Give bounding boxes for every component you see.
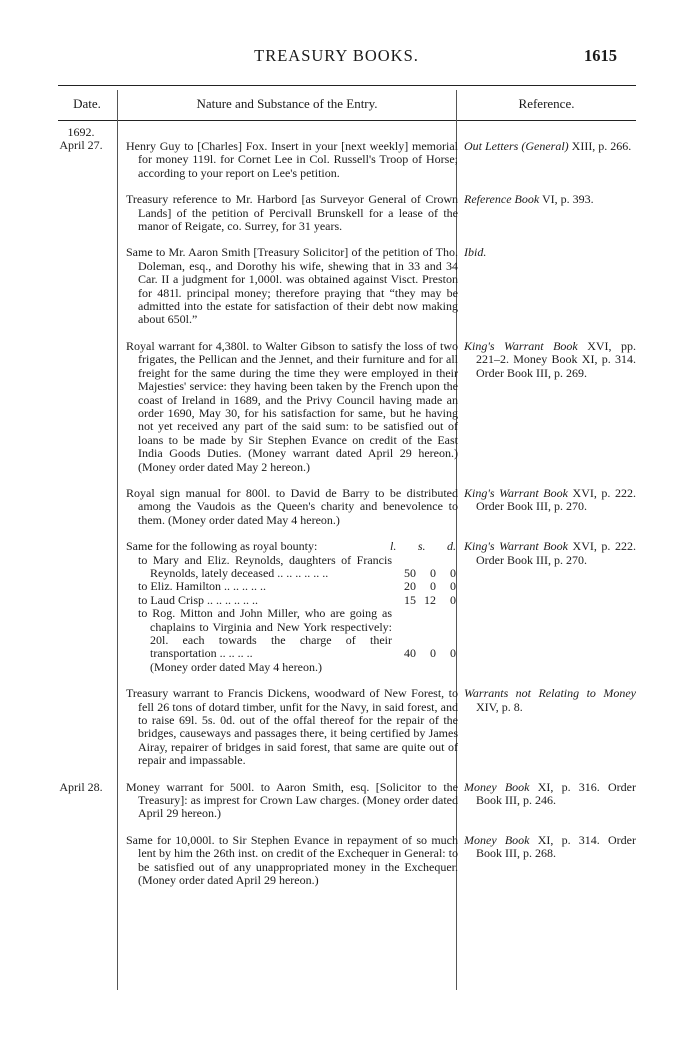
top-rule	[58, 85, 636, 86]
entry-row	[0, 126, 673, 180]
bounty-item: to Mary and Eliz. Reynolds, daughters of Francis Reynolds, lately deceased .. .. .. .. .. .. 50 0 0	[138, 552, 456, 580]
bounty-note: (Money order dated May 4 hereon.)	[150, 659, 322, 674]
entry-row	[0, 834, 673, 888]
entry-reference: Out Letters (General) XIII, p. 266.	[464, 139, 632, 153]
entry-reference: Money Book XI, p. 314. Order Book III, p. 268.	[464, 832, 636, 861]
entry-reference: Money Book XI, p. 316. Order Book III, p. 246.	[464, 779, 636, 808]
entry-text: Treasury reference to Mr. Harbord [as Surveyor General of Crown Lands] of the petition of Percivall Brunskell for a lease of the manor of Reigate, co. Surrey, for 31 years.	[126, 192, 458, 234]
running-title: TREASURY BOOKS.	[254, 46, 419, 65]
entry-reference: King's Warrant Book XVI, p. 222. Order Book III, p. 270.	[464, 539, 636, 567]
day: April 27.	[59, 138, 103, 153]
entry-row	[0, 487, 673, 527]
entry-reference: Warrants not Relating to Money XIV, p. 8.	[464, 686, 636, 714]
entry-date: April 28.	[59, 779, 103, 794]
page-header	[0, 46, 673, 70]
nature-column-header: Nature and Substance of the Entry.	[196, 96, 378, 111]
bounty-amount: 40 0 0	[404, 646, 456, 661]
entry-row	[0, 687, 673, 767]
bounty-amount: 15 12 0	[404, 592, 456, 607]
entry-reference: Ibid.	[464, 245, 487, 260]
header-rule	[58, 120, 636, 121]
entry-row	[0, 246, 673, 326]
year: 1692.	[67, 125, 95, 139]
entry-text: Same for 10,000l. to Sir Stephen Evance in repayment of so much lent by him the 26th inst. on credit of the Exchequer in General: to be satisfied out of any unappropriated money in the Exchequer. (Money order dated April 29 hereon.)	[126, 832, 458, 888]
lsd-header: l. s. d.	[390, 539, 456, 554]
entry-reference: Reference Book VI, p. 393.	[464, 192, 594, 207]
bounty-item: to Laud Crisp .. .. .. .. .. .. 15 12 0	[138, 592, 456, 607]
date-column-header: Date.	[73, 96, 101, 111]
bounty-amount: 20 0 0	[404, 579, 456, 594]
entry-reference: King's Warrant Book XVI, p. 222. Order Book III, p. 270.	[464, 485, 636, 514]
entry-text: Royal sign manual for 800l. to David de Barry to be distributed among the Vaudois as the Queen's charity and benevolence to them. (Money order dated May 4 hereon.)	[126, 485, 458, 527]
entry-text: Same to Mr. Aaron Smith [Treasury Solicitor] of the petition of Tho. Doleman, esq., and Dorothy his wife, shewing that in 33 and 34 Car. II a judgment for 1,000l. was obtained against Visct. Preston for 481l. principal money; therefore praying that “they may be admitted into the estate for satisfaction of their debt now making about 650l.”	[126, 245, 458, 327]
entry-row	[0, 340, 673, 474]
bounty-entry-row	[0, 540, 673, 674]
bounty-heading: Same for the following as royal bounty: l. s. d.	[126, 540, 458, 553]
entry-text: Royal warrant for 4,380l. to Walter Gibson to satisfy the loss of two frigates, the Pellican and the Jennet, and their furniture and for all freight for the same during the time they were employed in their Majesties' service: they having been taken by the French upon the coast of Ireland in 1689, and the Privy Council having made an order 1690, May 30, for his satisfaction for same, but he having not yet received any part of the said sum: to be satisfied out of loans to be made by Sir Stephen Evance on credit of the East India Goods Duties. (Money warrant dated April 29 hereon.) (Money order dated May 2 hereon.)	[126, 338, 458, 474]
reference-column-header: Reference.	[518, 96, 575, 111]
entry-text: Henry Guy to [Charles] Fox. Insert in your [next weekly] memorial for money 119l. for Cornet Lee in Col. Russell's Troop of Horse; according to your report on Lee's petition.	[126, 139, 458, 180]
entry-row	[0, 193, 673, 233]
bounty-item: to Rog. Mitton and John Miller, who are going as chaplains to Virginia and New York respectively: 20l. each towards the charge of their transportation .. .. .. .. 40 0 0	[138, 606, 456, 661]
entry-text: Treasury warrant to Francis Dickens, woodward of New Forest, to fell 26 tons of dotard timber, unfit for the Navy, in said forest, and to raise 69l. 5s. 0d. out of the offal thereof for the repair of the bridges, causeways and passages there, it being certified by James Airay, repairer of bridges in said forest, that same are quite out of repair and impassable.	[126, 686, 458, 768]
bounty-amount: 50 0 0	[404, 565, 456, 580]
bounty-item: to Eliz. Hamilton .. .. .. .. .. 20 0 0	[138, 579, 456, 594]
entry-row	[0, 781, 673, 821]
entry-reference: King's Warrant Book XVI, pp. 221–2. Money Book XI, p. 314. Order Book III, p. 269.	[464, 338, 636, 380]
page-number: 1615	[584, 46, 617, 65]
entry-date	[48, 126, 114, 153]
entry-text: Money warrant for 500l. to Aaron Smith, esq. [Solicitor to the Treasury]: as imprest for Crown Law charges. (Money order dated April 29 hereon.)	[126, 779, 458, 821]
entries-list	[0, 126, 673, 888]
